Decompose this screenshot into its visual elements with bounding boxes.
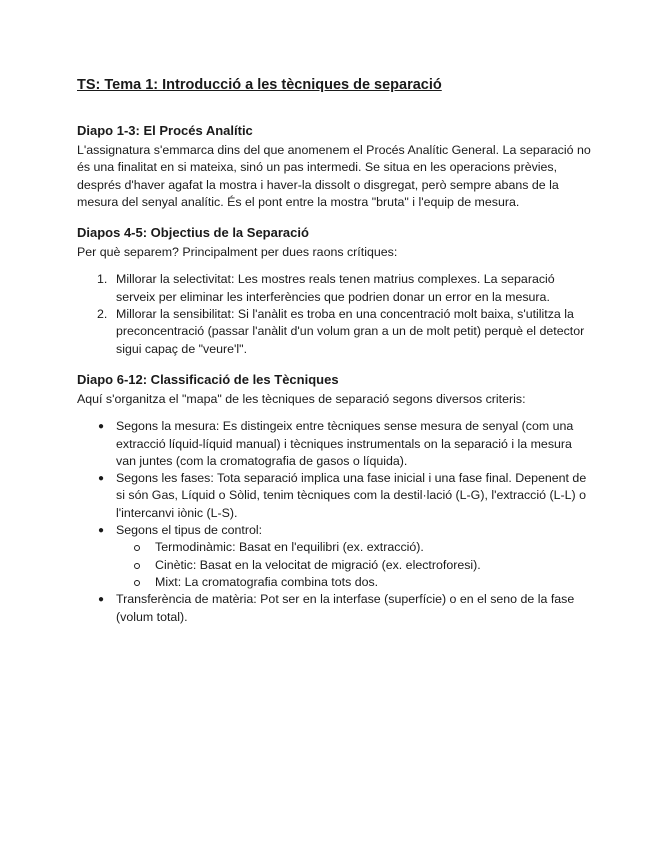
- section-intro: Aquí s'organitza el "mapa" de les tècniques de separació segons diversos criteris:: [77, 391, 526, 406]
- section-heading: Diapos 4-5: Objectius de la Separació: [77, 225, 309, 241]
- bullet-icon: ●: [98, 594, 105, 606]
- document-title: TS: Tema 1: Introducció a les tècniques de separació: [77, 77, 442, 93]
- list-item: [77, 306, 595, 358]
- section-classificacio: [77, 371, 595, 626]
- list-item: [77, 418, 595, 470]
- section-proces-analitic: [77, 122, 595, 211]
- list-item-text: Millorar la sensibilitat: Si l'anàlit es troba en una concentració molt baixa, s'utilitza la preconcentració (passar l'anàlit d'un volum gran a un de molt petit) perquè el detector sigui capaç de "veure'l".: [116, 307, 585, 356]
- list-item-text: Segons la mesura: Es distingeix entre tècniques sense mesura de senyal (com una extracció líquid-líquid manual) i tècniques instrumentals on la separació i la mesura van juntes (com la cromatografia de gasos o líquida).: [116, 419, 574, 468]
- sub-list: [116, 539, 595, 591]
- list-item-text: Transferència de matèria: Pot ser en la interfase (superfície) o en el seno de la fase (volum total).: [116, 592, 575, 624]
- section-intro: Per què separem? Principalment per dues raons crítiques:: [77, 245, 398, 260]
- numbered-list: [77, 271, 595, 357]
- bullet-list: [77, 418, 595, 626]
- sub-list-item: [116, 557, 595, 574]
- bullet-icon: ●: [98, 473, 105, 485]
- sub-list-item-text: Cinètic: Basat en la velocitat de migració (ex. electroforesi).: [155, 557, 481, 572]
- list-marker: 1.: [97, 272, 108, 287]
- sub-list-item-text: Mixt: La cromatografia combina tots dos.: [155, 574, 379, 589]
- list-item-text: Segons les fases: Tota separació implica una fase inicial i una fase final. Depenent de si són Gas, Líquid o Sòlid, tenim tècniques com la destil·lació (L-G), l'extracció (L-L) o l'intercanvi iònic (L-S).: [116, 471, 587, 520]
- section-heading: Diapo 6-12: Classificació de les Tècniques: [77, 371, 339, 387]
- circle-bullet-icon: [134, 563, 140, 569]
- circle-bullet-icon: [134, 580, 140, 586]
- section-paragraph: L'assignatura s'emmarca dins del que anomenem el Procés Analític General. La separació no és una finalitat en si mateixa, sinó un pas intermedi. Se situa en les operacions prèvies, després d'haver agafat la mostra i haver-la dissolt o disgregat, però sempre abans de la mesura del senyal analític. És el pont entre la mostra "bruta" i l'equip de mesura.: [77, 143, 591, 209]
- section-heading: Diapo 1-3: El Procés Analític: [77, 123, 253, 138]
- list-item-text: Millorar la selectivitat: Les mostres reals tenen matrius complexes. La separació serveix per eliminar les interferències que podrien donar un error en la mesura.: [116, 272, 555, 304]
- list-item: [77, 271, 595, 306]
- list-item: [77, 470, 595, 522]
- circle-bullet-icon: [134, 545, 140, 551]
- list-item: [77, 591, 595, 626]
- sub-list-item-text: Termodinàmic: Basat en l'equilibri (ex. extracció).: [155, 540, 424, 555]
- list-marker: 2.: [97, 307, 108, 322]
- section-objectius: [77, 224, 595, 358]
- bullet-icon: ●: [98, 525, 105, 537]
- bullet-icon: ●: [98, 421, 105, 433]
- sub-list-item: [116, 539, 595, 556]
- list-item-text: Segons el tipus de control:: [116, 523, 263, 538]
- sub-list-item: [116, 574, 595, 591]
- list-item: [77, 522, 595, 591]
